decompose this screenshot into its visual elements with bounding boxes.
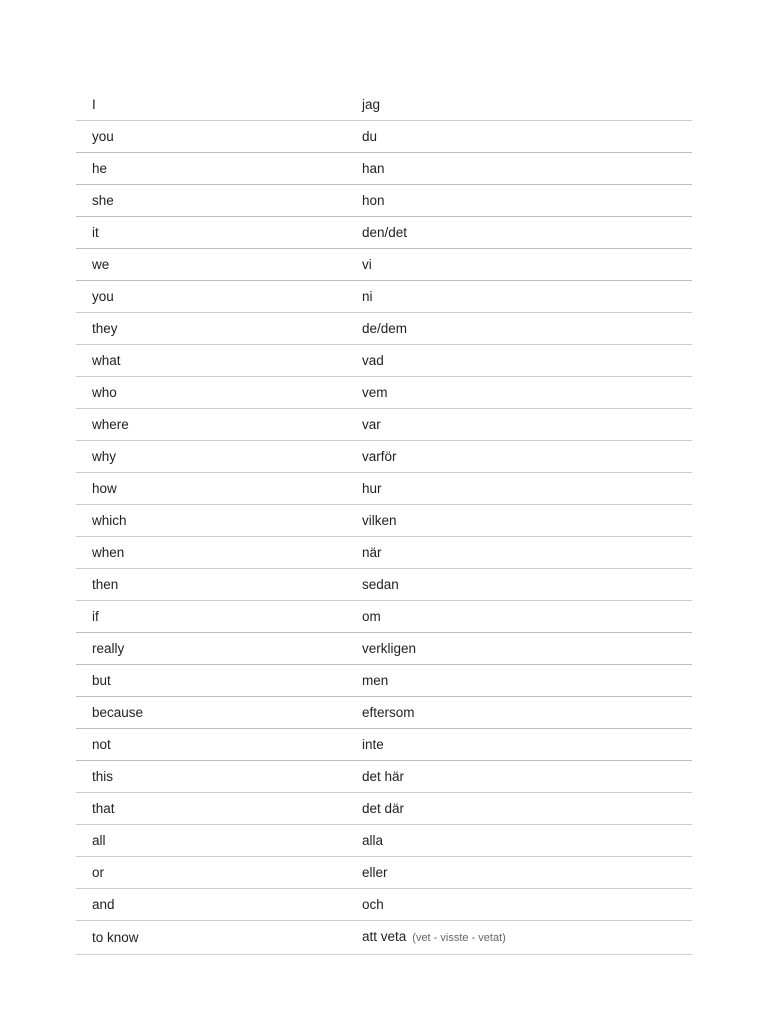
table-row (76, 569, 692, 601)
swedish-word: sedan (362, 577, 399, 592)
swedish-word: om (362, 609, 381, 624)
english-word: to know (92, 930, 139, 945)
table-row (76, 505, 692, 537)
table-row (76, 697, 692, 729)
english-word: which (92, 513, 127, 528)
table-row (76, 729, 692, 761)
table-row (76, 313, 692, 345)
table-row (76, 281, 692, 313)
table-row (76, 217, 692, 249)
table-row (76, 89, 692, 121)
swedish-word: var (362, 417, 381, 432)
vocabulary-body (76, 89, 692, 955)
english-word: we (92, 257, 110, 272)
conjugation-note: (vet - visste - vetat) (412, 932, 506, 944)
swedish-word: men (362, 673, 389, 688)
table-row (76, 761, 692, 793)
english-word: really (92, 641, 125, 656)
english-word: or (92, 865, 105, 880)
english-word: where (92, 417, 129, 432)
swedish-word: varför (362, 449, 397, 464)
table-row (76, 793, 692, 825)
english-word: he (92, 161, 108, 176)
english-word: why (92, 449, 117, 464)
swedish-word: du (362, 129, 378, 144)
english-word: but (92, 673, 111, 688)
english-word: who (92, 385, 117, 400)
swedish-word: vi (362, 257, 372, 272)
english-word: you (92, 129, 114, 144)
table-row (76, 537, 692, 569)
english-word: and (92, 897, 115, 912)
swedish-word: vilken (362, 513, 397, 528)
english-word: you (92, 289, 114, 304)
swedish-word: att veta (362, 929, 407, 944)
table-row (76, 185, 692, 217)
swedish-cell (362, 921, 692, 955)
swedish-word: ni (362, 289, 373, 304)
swedish-word: den/det (362, 225, 408, 240)
swedish-word: hon (362, 193, 385, 208)
english-word: they (92, 321, 118, 336)
swedish-word: när (362, 545, 382, 560)
swedish-word: de/dem (362, 321, 408, 336)
english-word: all (92, 833, 106, 848)
swedish-word: jag (362, 97, 381, 112)
swedish-word: inte (362, 737, 384, 752)
swedish-word: och (362, 897, 384, 912)
swedish-word: det här (362, 769, 405, 784)
english-word: how (92, 481, 117, 496)
table-row (76, 441, 692, 473)
english-word: this (92, 769, 114, 784)
table-row (76, 665, 692, 697)
english-word: I (92, 97, 96, 112)
table-row (76, 601, 692, 633)
swedish-word: hur (362, 481, 382, 496)
english-word: not (92, 737, 111, 752)
english-word: what (92, 353, 121, 368)
swedish-word: det där (362, 801, 405, 816)
vocabulary-table (76, 89, 692, 955)
table-row (76, 153, 692, 185)
table-row (76, 473, 692, 505)
english-word: she (92, 193, 114, 208)
table-row (76, 921, 692, 955)
table-row (76, 345, 692, 377)
table-row (76, 377, 692, 409)
swedish-word: vad (362, 353, 384, 368)
table-row (76, 633, 692, 665)
swedish-word: han (362, 161, 385, 176)
swedish-word: alla (362, 833, 384, 848)
english-word: if (92, 609, 99, 624)
english-word: then (92, 577, 119, 592)
swedish-word: vem (362, 385, 388, 400)
swedish-word: eftersom (362, 705, 415, 720)
swedish-word: verkligen (362, 641, 417, 656)
table-row (76, 889, 692, 921)
table-row (76, 409, 692, 441)
table-row (76, 249, 692, 281)
swedish-word: eller (362, 865, 388, 880)
table-row (76, 121, 692, 153)
table-row (76, 825, 692, 857)
english-word: when (92, 545, 125, 560)
english-word: it (92, 225, 99, 240)
english-word: because (92, 705, 144, 720)
table-row (76, 857, 692, 889)
english-word: that (92, 801, 115, 816)
